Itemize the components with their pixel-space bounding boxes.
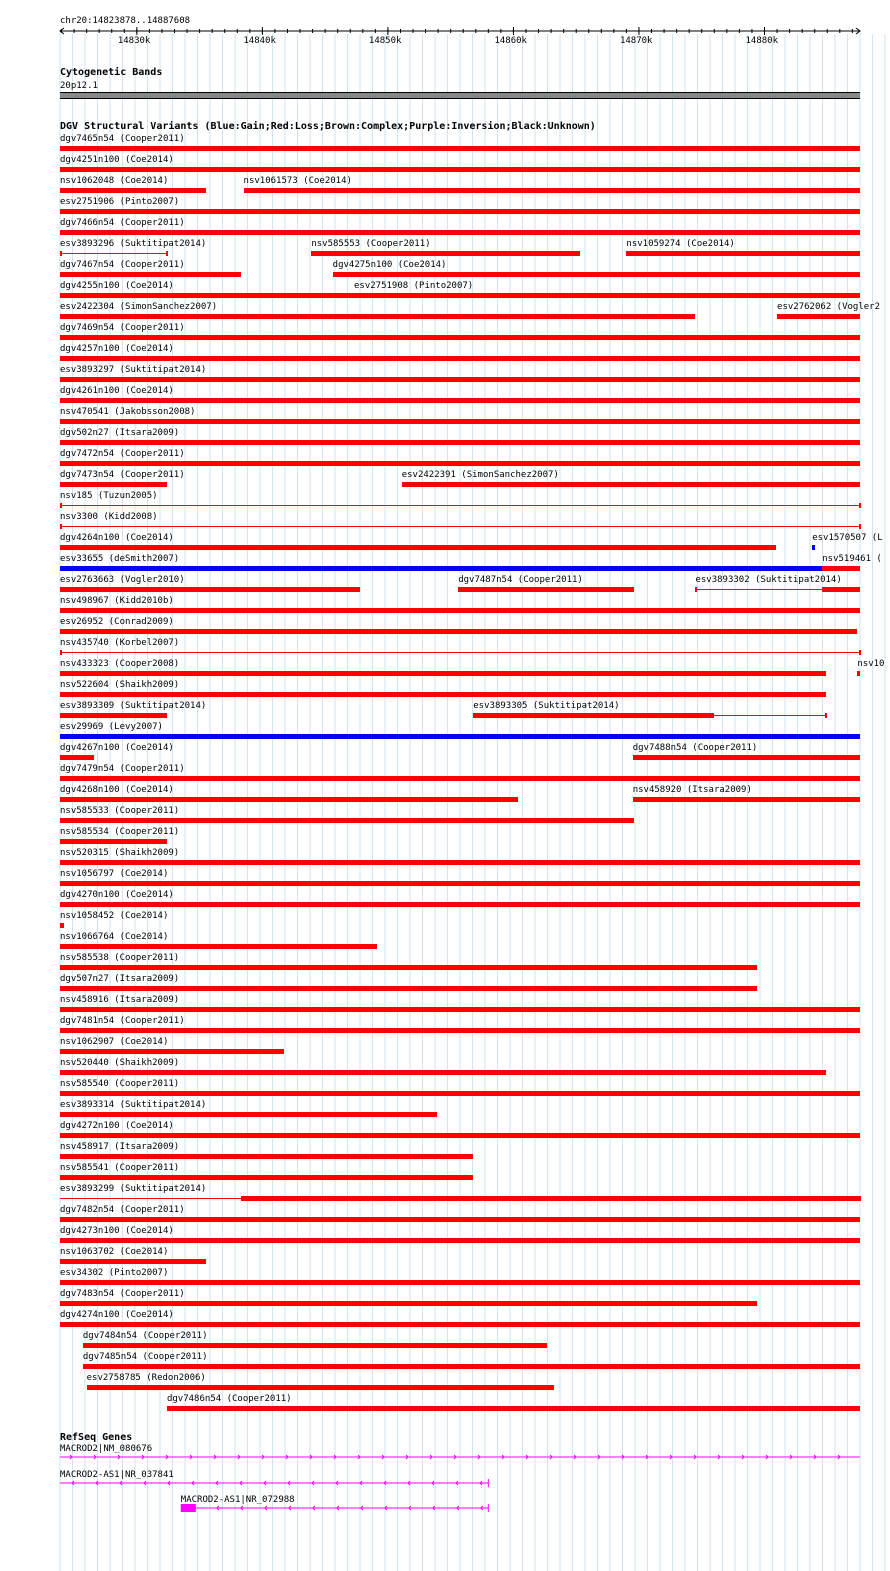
variant-bar[interactable] (60, 398, 860, 403)
gene-label[interactable]: MACROD2-AS1|NR_072988 (180, 1495, 295, 1505)
variant-label[interactable]: dgv4274n100 (Coe2014) (60, 1310, 174, 1320)
variant-bar[interactable] (60, 1322, 860, 1327)
variant-bar[interactable] (60, 587, 360, 592)
variant-bar[interactable] (60, 713, 167, 718)
variant-label[interactable]: nsv520440 (Shaikh2009) (60, 1058, 180, 1068)
variant-label[interactable]: nsv522604 (Shaikh2009) (60, 680, 180, 690)
variant-label[interactable]: dgv7483n54 (Cooper2011) (60, 1289, 185, 1299)
variant-bar[interactable] (83, 1364, 860, 1369)
variant-label[interactable]: nsv435740 (Korbel2007) (60, 638, 180, 648)
variant-label[interactable]: esv3893305 (Suktitipat2014) (473, 701, 620, 711)
variant-label[interactable]: dgv7465n54 (Cooper2011) (60, 134, 185, 144)
variant-label[interactable]: dgv4268n100 (Coe2014) (60, 785, 174, 795)
variant-bar[interactable] (60, 377, 860, 382)
variant-bar[interactable] (60, 482, 167, 487)
variant-label[interactable]: nsv3300 (Kidd2008) (60, 512, 158, 522)
variant-end-tick[interactable] (695, 587, 697, 592)
variant-bar[interactable] (60, 209, 860, 214)
variant-label[interactable]: nsv585553 (Cooper2011) (311, 239, 431, 249)
variant-bar[interactable] (60, 1301, 757, 1306)
cytoband-track-title[interactable]: Cytogenetic Bands (60, 67, 163, 78)
variant-label[interactable]: nsv458916 (Itsara2009) (60, 995, 180, 1005)
ruler-tick-label: 14870k (619, 36, 653, 46)
variant-bar[interactable] (60, 944, 377, 949)
variant-bar[interactable] (777, 314, 860, 319)
variant-label[interactable]: nsv585540 (Cooper2011) (60, 1079, 180, 1089)
variant-label[interactable]: dgv4264n100 (Coe2014) (60, 533, 174, 543)
variant-bar[interactable] (60, 818, 634, 823)
variant-label[interactable]: dgv4270n100 (Coe2014) (60, 890, 174, 900)
ruler-tick-label: 14840k (243, 36, 276, 46)
variant-label[interactable]: nsv1059274 (Coe2014) (626, 239, 735, 249)
variant-bar[interactable] (473, 713, 714, 718)
variant-end-tick[interactable] (859, 1196, 861, 1201)
variant-bar[interactable] (626, 251, 860, 256)
gene-label[interactable]: MACROD2|NM_080676 (60, 1444, 153, 1454)
variant-bar[interactable] (60, 1259, 206, 1264)
variant-bar[interactable] (60, 1070, 826, 1075)
variant-bar[interactable] (60, 629, 857, 634)
variant-bar[interactable] (857, 671, 860, 676)
variant-label[interactable]: esv3893314 (Suktitipat2014) (60, 1100, 207, 1110)
variant-label[interactable]: esv33655 (deSmith2007) (60, 554, 180, 564)
variant-bar[interactable] (402, 482, 860, 487)
variant-bar[interactable] (60, 335, 860, 340)
variant-bar[interactable] (60, 1112, 437, 1117)
variant-bar[interactable] (60, 545, 776, 550)
variant-label[interactable]: esv2422391 (SimonSanchez2007) (401, 470, 559, 480)
variant-label[interactable]: dgv502n27 (Itsara2009) (60, 428, 180, 438)
variant-bar[interactable] (812, 545, 815, 550)
refseq-track-title[interactable]: RefSeq Genes (60, 1432, 133, 1443)
variant-label[interactable]: esv29969 (Levy2007) (60, 722, 163, 732)
variant-label[interactable]: nsv1066764 (Coe2014) (60, 932, 169, 942)
variant-label[interactable]: nsv519461 ( (822, 554, 882, 564)
variant-bar[interactable] (633, 797, 860, 802)
variant-bar[interactable] (60, 1175, 473, 1180)
ruler-tick-label: 14850k (368, 36, 402, 46)
variant-label[interactable]: dgv7467n54 (Cooper2011) (60, 260, 185, 270)
variant-label[interactable]: esv3893309 (Suktitipat2014) (60, 701, 207, 711)
variant-bar[interactable] (60, 440, 860, 445)
variant-bar[interactable] (60, 272, 241, 277)
variant-bar[interactable] (60, 188, 206, 193)
gene-exon-block (181, 1504, 196, 1512)
variant-bar[interactable] (60, 1154, 473, 1159)
variant-label[interactable]: esv3893296 (Suktitipat2014) (60, 239, 207, 249)
variant-bar[interactable] (60, 1007, 860, 1012)
variant-label[interactable]: esv3893302 (Suktitipat2014) (695, 575, 842, 585)
ruler-tick-label: 14860k (494, 36, 527, 46)
ruler-tick-label: 14830k (117, 36, 151, 46)
variant-label[interactable]: esv1570507 (L (812, 533, 883, 543)
variant-line[interactable] (60, 253, 167, 254)
variant-end-tick[interactable] (60, 524, 62, 529)
variant-bar[interactable] (167, 1406, 860, 1411)
variant-bar[interactable] (60, 986, 757, 991)
variant-label[interactable]: nsv1061573 (Coe2014) (243, 176, 352, 186)
variant-bar[interactable] (60, 881, 860, 886)
variant-label[interactable]: esv3893297 (Suktitipat2014) (60, 365, 207, 375)
variant-label[interactable]: dgv7485n54 (Cooper2011) (82, 1352, 208, 1362)
variant-bar[interactable] (60, 608, 860, 613)
variant-label[interactable]: nsv1062907 (Coe2014) (60, 1037, 169, 1047)
variant-label[interactable]: esv3893299 (Suktitipat2014) (60, 1184, 207, 1194)
variant-label[interactable]: esv2758785 (Redon2006) (86, 1373, 206, 1383)
ruler-tick-label: 14880k (745, 36, 778, 46)
variant-bar[interactable] (60, 797, 518, 802)
cytoband-bar[interactable] (60, 92, 860, 99)
variant-bar[interactable] (633, 755, 860, 760)
variant-bar[interactable] (60, 839, 167, 844)
variant-line[interactable] (60, 652, 860, 653)
variant-bar[interactable] (60, 734, 860, 739)
variant-bar[interactable] (60, 1049, 284, 1054)
variant-label[interactable]: dgv507n27 (Itsara2009) (60, 974, 180, 984)
variant-label[interactable]: nsv585541 (Cooper2011) (60, 1163, 180, 1173)
variant-bar[interactable] (83, 1343, 547, 1348)
variant-label[interactable]: esv2763663 (Vogler2010) (60, 575, 185, 585)
variant-label[interactable]: esv2762062 (Vogler2 (777, 302, 880, 312)
variant-bar[interactable] (60, 671, 826, 676)
gene-label[interactable]: MACROD2-AS1|NR_037841 (60, 1470, 174, 1480)
variant-bar[interactable] (60, 167, 860, 172)
variant-label[interactable]: esv2751908 (Pinto2007) (354, 281, 474, 291)
variant-bar[interactable] (311, 251, 580, 256)
variant-label[interactable]: nsv585538 (Cooper2011) (60, 953, 180, 963)
variant-bar[interactable] (60, 1280, 860, 1285)
variant-label[interactable]: nsv520315 (Shaikh2009) (60, 848, 180, 858)
variant-line[interactable] (60, 505, 860, 506)
variant-label[interactable]: nsv1063702 (Coe2014) (60, 1247, 169, 1257)
variant-end-tick[interactable] (825, 713, 827, 718)
variant-label[interactable]: nsv1056797 (Coe2014) (60, 869, 169, 879)
variant-label[interactable]: dgv7484n54 (Cooper2011) (82, 1331, 208, 1341)
variant-bar[interactable] (333, 272, 860, 277)
variant-end-tick[interactable] (859, 503, 861, 508)
variant-label[interactable]: dgv4257n100 (Coe2014) (60, 344, 174, 354)
variant-bar[interactable] (60, 1217, 860, 1222)
variant-bar[interactable] (60, 1091, 860, 1096)
variant-label[interactable]: nsv585533 (Cooper2011) (60, 806, 180, 816)
variant-label[interactable]: dgv7481n54 (Cooper2011) (60, 1016, 185, 1026)
variant-bar[interactable] (60, 356, 860, 361)
variant-label[interactable]: dgv4261n100 (Coe2014) (60, 386, 174, 396)
variant-bar[interactable] (60, 860, 860, 865)
variant-bar[interactable] (823, 587, 860, 592)
variant-bar[interactable] (60, 1133, 860, 1138)
variant-bar[interactable] (60, 755, 94, 760)
variant-label[interactable]: dgv7486n54 (Cooper2011) (166, 1394, 292, 1404)
variant-label[interactable]: dgv7466n54 (Cooper2011) (60, 218, 185, 228)
dgv-track-title[interactable]: DGV Structural Variants (Blue:Gain;Red:Loss;Brown:Complex;Purple:Inversion;Black:Unknown) (60, 121, 596, 132)
variant-bar[interactable] (241, 1196, 860, 1201)
variant-bar[interactable] (60, 461, 860, 466)
variant-label[interactable]: nsv10 (857, 659, 885, 669)
variant-label[interactable]: dgv7487n54 (Cooper2011) (458, 575, 583, 585)
ruler-position: chr20:14823878..14887608 (60, 16, 191, 26)
variant-label[interactable]: dgv7479n54 (Cooper2011) (60, 764, 185, 774)
variant-label[interactable]: dgv4255n100 (Coe2014) (60, 281, 174, 291)
variant-label[interactable]: esv2422304 (SimonSanchez2007) (60, 302, 218, 312)
variant-label[interactable]: esv34302 (Pinto2007) (60, 1268, 169, 1278)
variant-bar[interactable] (60, 146, 860, 151)
variant-end-tick[interactable] (60, 251, 62, 256)
variant-label[interactable]: nsv1062048 (Coe2014) (60, 176, 169, 186)
cytoband-label: 20p12.1 (60, 81, 98, 91)
variant-label[interactable]: dgv7472n54 (Cooper2011) (60, 449, 185, 459)
variant-bar[interactable] (60, 902, 860, 907)
variant-bar[interactable] (354, 293, 860, 298)
variant-label[interactable]: dgv7482n54 (Cooper2011) (60, 1205, 185, 1215)
variant-bar[interactable] (60, 419, 860, 424)
variant-bar[interactable] (60, 692, 826, 697)
variant-end-tick[interactable] (859, 524, 861, 529)
variant-label[interactable]: dgv4273n100 (Coe2014) (60, 1226, 174, 1236)
variant-end-tick[interactable] (859, 650, 861, 655)
variant-bar[interactable] (244, 188, 860, 193)
variant-label[interactable]: esv26952 (Conrad2009) (60, 617, 174, 627)
variant-end-tick[interactable] (60, 503, 62, 508)
variant-label[interactable]: nsv185 (Tuzun2005) (60, 491, 158, 501)
variant-bar[interactable] (822, 566, 860, 571)
variant-label[interactable]: esv2751906 (Pinto2007) (60, 197, 180, 207)
variant-label[interactable]: nsv585534 (Cooper2011) (60, 827, 180, 837)
variant-bar[interactable] (60, 776, 860, 781)
variant-label[interactable]: dgv4267n100 (Coe2014) (60, 743, 174, 753)
variant-label[interactable]: nsv1058452 (Coe2014) (60, 911, 169, 921)
variant-label[interactable]: dgv7488n54 (Cooper2011) (632, 743, 758, 753)
variant-bar[interactable] (60, 965, 757, 970)
variant-bar[interactable] (60, 923, 64, 928)
variant-label[interactable]: dgv7473n54 (Cooper2011) (60, 470, 185, 480)
variant-label[interactable]: nsv470541 (Jakobsson2008) (60, 407, 196, 417)
variant-line[interactable] (695, 589, 823, 590)
variant-label[interactable]: nsv498967 (Kidd2010b) (60, 596, 174, 606)
variant-label[interactable]: nsv458917 (Itsara2009) (60, 1142, 180, 1152)
variant-label[interactable]: dgv4251n100 (Coe2014) (60, 155, 174, 165)
variant-end-tick[interactable] (60, 650, 62, 655)
variant-bar[interactable] (458, 587, 634, 592)
variant-label[interactable]: dgv4275n100 (Coe2014) (332, 260, 447, 270)
variant-bar[interactable] (60, 230, 860, 235)
variant-label[interactable]: dgv7469n54 (Cooper2011) (60, 323, 185, 333)
variant-label[interactable]: nsv458920 (Itsara2009) (632, 785, 752, 795)
variant-bar[interactable] (60, 566, 822, 571)
variant-bar[interactable] (60, 1238, 860, 1243)
variant-label[interactable]: nsv433323 (Cooper2008) (60, 659, 180, 669)
variant-bar[interactable] (60, 293, 354, 298)
variant-line[interactable] (60, 526, 860, 527)
variant-bar[interactable] (60, 1028, 860, 1033)
variant-bar[interactable] (60, 314, 695, 319)
variant-bar[interactable] (87, 1385, 554, 1390)
variant-label[interactable]: dgv4272n100 (Coe2014) (60, 1121, 174, 1131)
variant-end-tick[interactable] (166, 251, 168, 256)
